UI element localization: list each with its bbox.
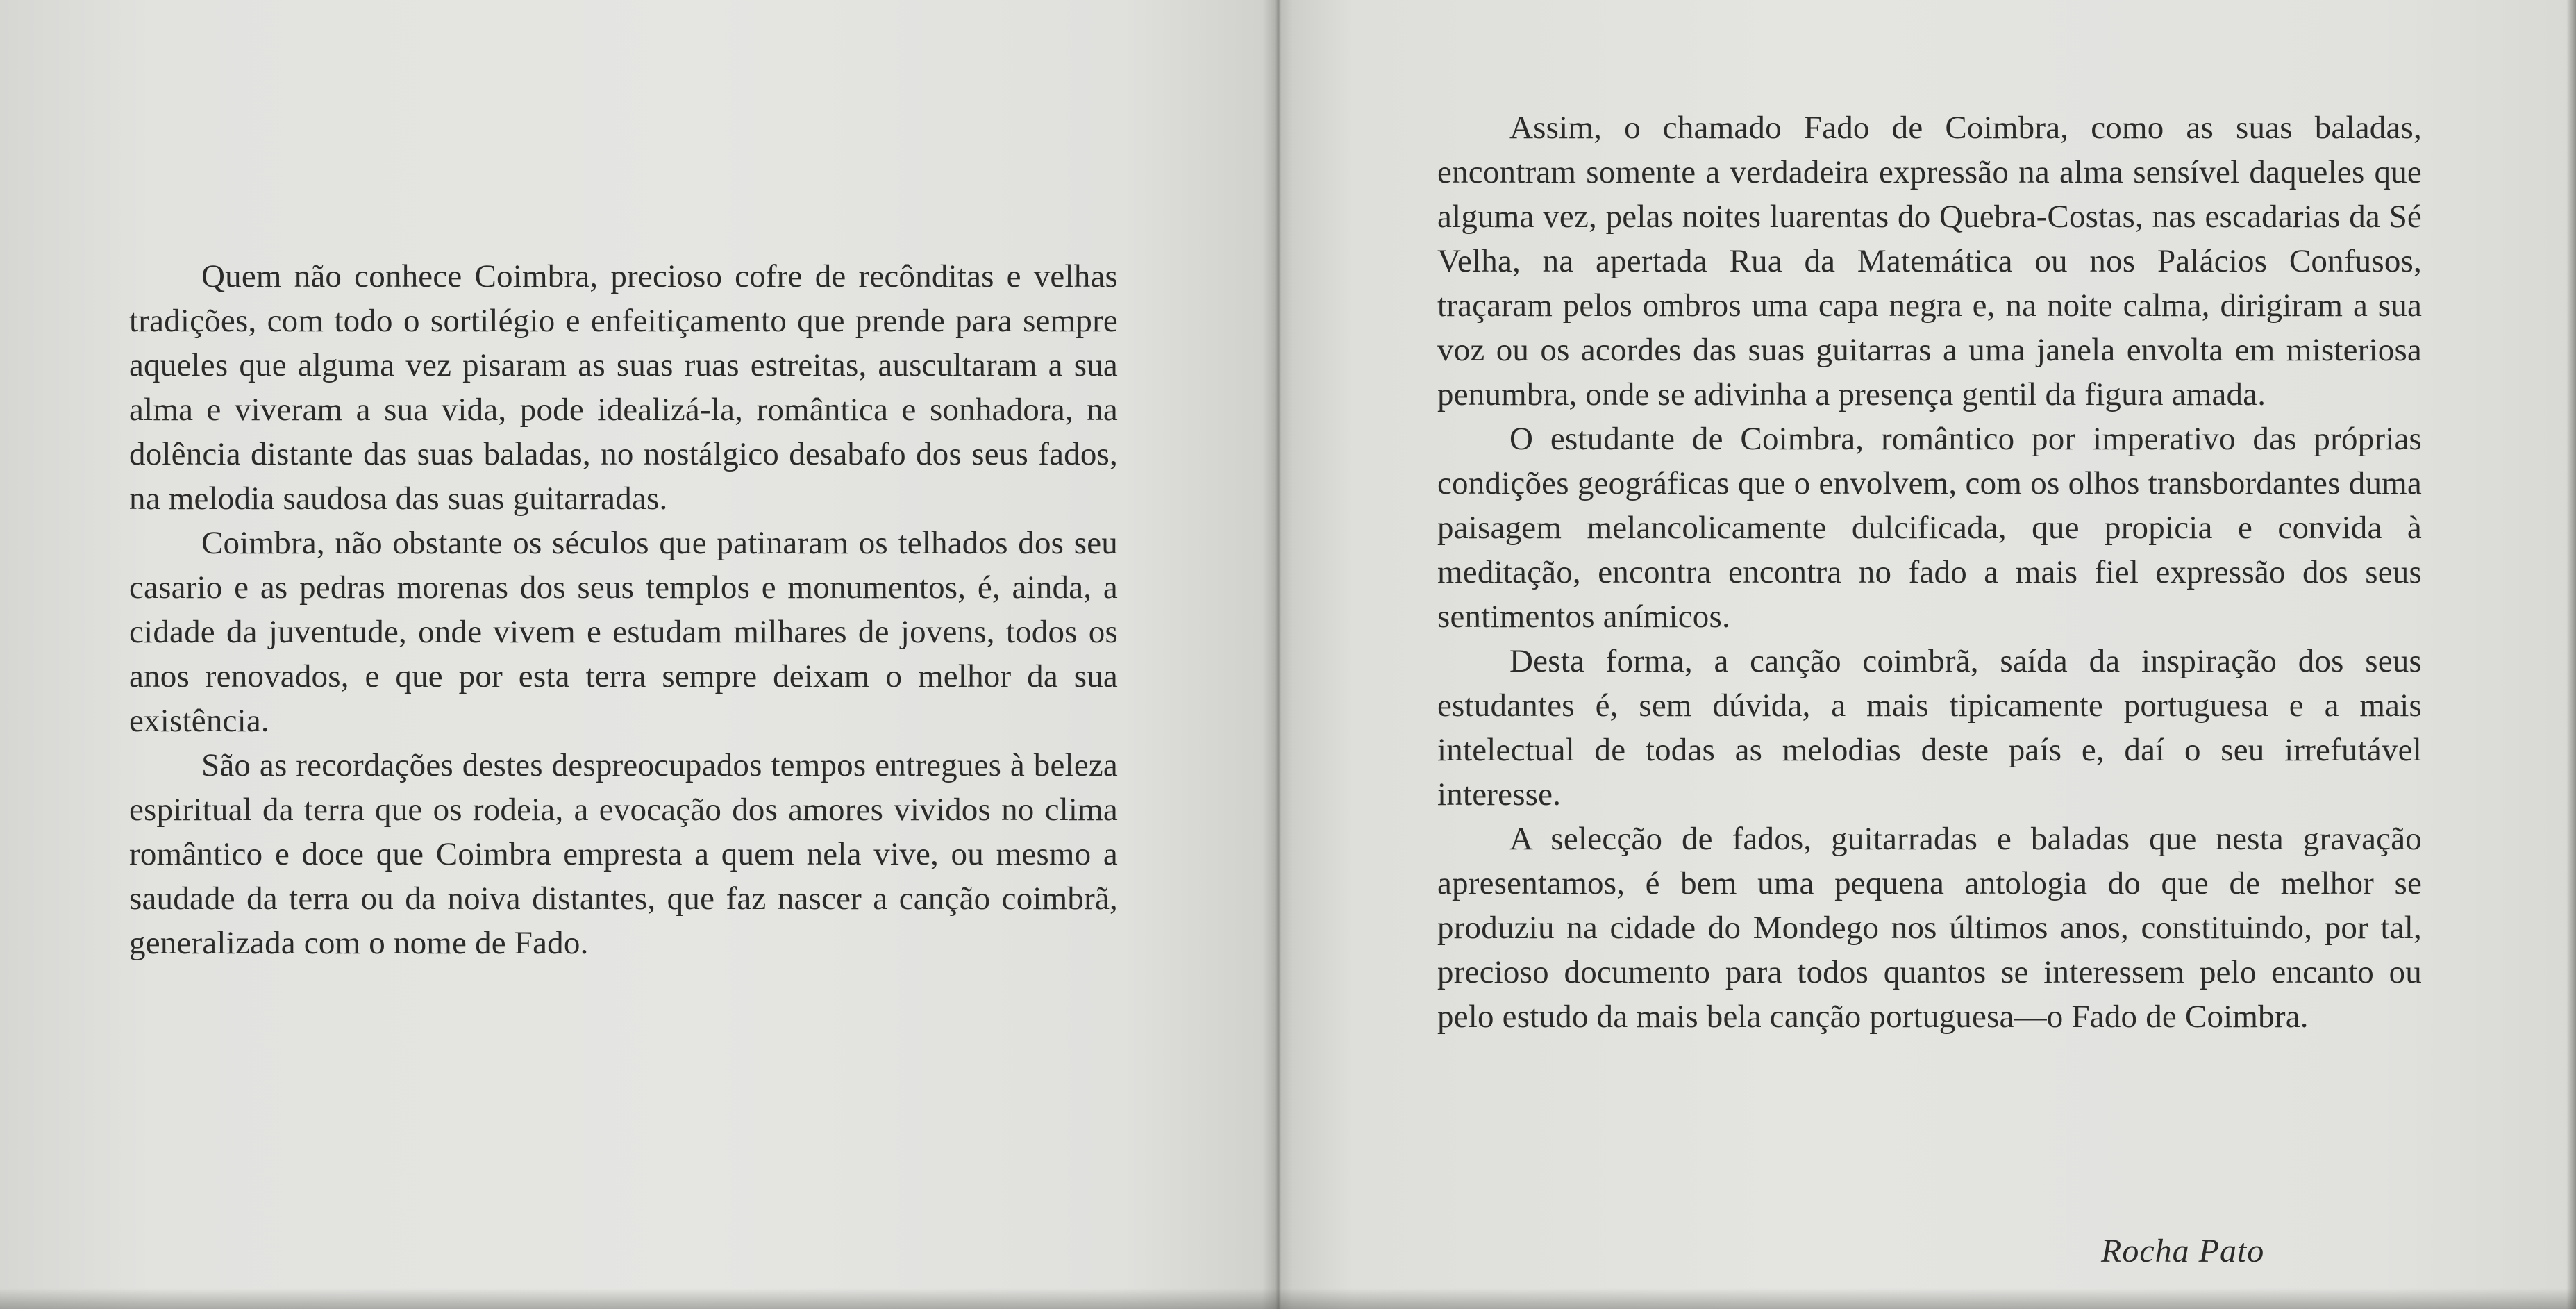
left-page xyxy=(0,0,1275,1309)
right-page-edge-shadow xyxy=(2566,0,2576,1309)
left-paragraph-2: Coimbra, não obstante os séculos que patinaram os telhados dos seu casario e as pedras morenas dos seus templos e monumentos, é, ainda, a cidade da juventude, onde vivem e estudam milhares de jovens, todos os anos renovados, e que por esta terra sempre deixam o melhor da sua existência. xyxy=(129,525,1118,739)
left-paragraph-3: São as recordações destes despreocupados tempos entregues à beleza espiritual da terra que os rodeia, a evocação dos amores vividos no clima romântico e doce que Coimbra empresta a quem nela vive, ou mesmo a saudade da terra ou da noiva distantes, que faz nascer a canção coimbrã, generalizada com o nome de Fado. xyxy=(129,747,1118,961)
right-paragraph-1: Assim, o chamado Fado de Coimbra, como as suas baladas, encontram somente a verdadeira expressão na alma sensível daqueles que alguma vez, pelas noites luarentas do Quebra-Costas, nas escadarias da Sé Velha, na apertada Rua da Matemática ou nos Palácios Confusos, traçaram pelos ombros uma capa negra e, na noite calma, dirigiram a sua voz ou os acordes das suas guitarras a uma janela envolta em misteriosa penumbra, onde se adivinha a presença gentil da figura amada. xyxy=(1437,110,2422,412)
left-page-text xyxy=(129,254,1118,965)
left-paragraph-1: Quem não conhece Coimbra, precioso cofre de recônditas e velhas tradições, com todo o sortilégio e enfeitiçamento que prende para sempre aqueles que alguma vez pisaram as suas ruas estreitas, auscultaram a sua alma e viveram a sua vida, pode idealizá-la, romântica e sonhadora, na dolência distante das suas baladas, no nostálgico desabafo dos seus fados, na melodia saudosa das suas guitarradas. xyxy=(129,258,1118,517)
right-page-text xyxy=(1437,106,2422,1039)
right-paragraph-2: O estudante de Coimbra, romântico por imperativo das próprias condições geográficas que o envolvem, com os olhos transbordantes duma paisagem melancolicamente dulcificada, que propicia e convida à meditação, encontra encontra no fado a mais fiel expressão dos seus sentimentos anímicos. xyxy=(1437,421,2422,635)
right-paragraph-4: A selecção de fados, guitarradas e baladas que nesta gravação apresentamos, é bem uma pequena antologia do que de melhor se produziu na cidade do Mondego nos últimos anos, constituindo, por tal, precioso documento para todos quantos se interessem pelo encanto ou pelo estudo da mais bela canção portuguesa—o Fado de Coimbra. xyxy=(1437,821,2422,1035)
bottom-edge-shadow xyxy=(0,1288,2576,1309)
right-paragraph-3: Desta forma, a canção coimbrã, saída da inspiração dos seus estudantes é, sem dúvida, a mais tipicamente portuguesa e a mais intelectual de todas as melodias deste país e, daí o seu irrefutável interesse. xyxy=(1437,643,2422,812)
author-signature: Rocha Pato xyxy=(2101,1233,2265,1269)
page-gutter-fold xyxy=(1262,0,1293,1309)
